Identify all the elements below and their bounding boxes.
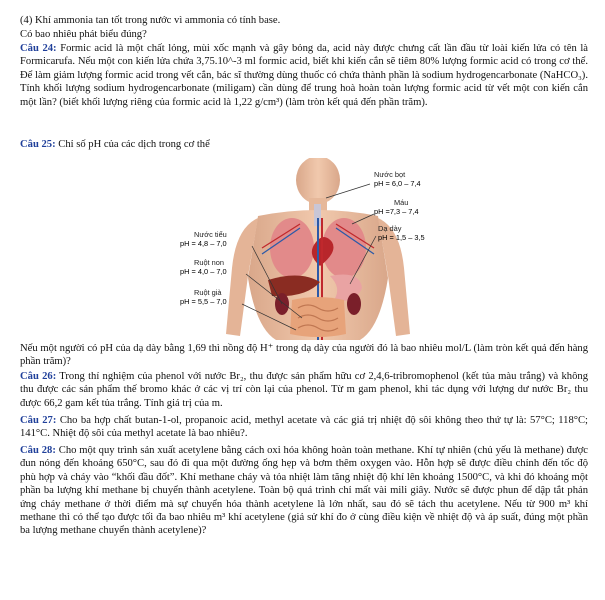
- label-urine: Nước tiểu pH = 4,8 – 7,0: [180, 230, 227, 248]
- question-28-label: Câu 28:: [20, 445, 56, 456]
- body-ph-figure: [0, 158, 605, 340]
- question-25-text: Chỉ số pH của các dịch trong cơ thể: [55, 139, 210, 150]
- label-saliva: Nước bọt pH = 6,0 – 7,4: [374, 170, 421, 188]
- question-25-followup: Nếu một người có pH của dạ dày bằng 1,69 thì nồng độ H⁺ trong dạ dày của người đó là bao nhiêu mol/L (làm tròn kết quả đến hàng phần trăm)?: [20, 343, 588, 368]
- question-24: [20, 42, 588, 109]
- right-kidney-shape: [347, 293, 361, 315]
- left-lung-shape: [270, 218, 314, 278]
- label-small-intestine: Ruột non pH = 4,0 – 7,0: [180, 258, 227, 276]
- intro-line-1: (4) Khí ammonia tan tốt trong nước vì ammonia có tính base.: [20, 15, 281, 26]
- label-blood: Máu pH =7,3 – 7,4: [374, 198, 419, 216]
- question-27-text: Cho ba hợp chất butan-1-ol, propanoic acid, methyl acetate và các giá trị nhiệt độ sôi không theo thứ tự là: 57°C; 118°C; 141°C. Nhiệt độ sôi của methyl acetate là bao nhiêu?.: [20, 415, 589, 440]
- question-27: [20, 414, 588, 441]
- question-26: [20, 370, 588, 410]
- question-26-text: Trong thí nghiệm của phenol với nước Br₂, thu được sản phẩm hữu cơ 2,4,6-tribromophenol (kết tủa màu trắng) và không thu được các sản phẩm thế bromo khác ở các vị trí còn lại của phenol. Từ m gam phenol, khi tác dụng với lượng dư nước Br₂ thu được 66,2 gam kết tủa trắng. Tính giá trị của m.: [20, 371, 588, 409]
- question-24-text: Formic acid là một chất lỏng, mùi xốc mạnh và gây bỏng da, acid này được chưng cất lần đầu từ loài kiến lửa có tên là Formicarufa. Nếu một con kiến lửa chứa 3,75.10^-3 ml formic acid, biết khi kiến cắn sẽ tiêm 80% lượng formic acid có trong cơ thể. Để làm giảm lượng formic acid trong vết cắn, bác sĩ thường dùng thuốc có chứa thành phần là sodium hydrogencarbonate (NaHCO₃). Tính khối lượng sodium hydrogencarbonate (miligam) cần dùng để trung hoà hoàn toàn lượng formic acid từ vết một con kiến cắn một lần? (biết khối lượng riêng của formic acid là 1,22 g/cm³) (làm tròn kết quả đến phần trăm).: [20, 43, 589, 108]
- question-25: [20, 138, 588, 151]
- human-body-illustration: [0, 158, 605, 340]
- question-25-label: Câu 25:: [20, 139, 56, 150]
- label-stomach: Dạ dày pH = 1,5 – 3,5: [378, 224, 425, 242]
- intestines-shape: [290, 297, 346, 337]
- question-28: [20, 444, 588, 538]
- label-large-intestine: Ruột già pH = 5,5 – 7,0: [180, 288, 227, 306]
- question-24-label: Câu 24:: [20, 43, 57, 54]
- question-27-label: Câu 27:: [20, 415, 57, 426]
- head-shape: [296, 158, 340, 204]
- question-28-text: Cho một quy trình sản xuất acetylene bằng cách oxi hóa không hoàn toàn methane. Khí tự nhiên (chủ yếu là methane) được đun nóng đến khoảng 650°C, sau đó đi qua một đường ống hẹp và bơm thêm oxygen vào. Hỗn hợp sẽ được điều chỉnh đến tốc độ phù hợp và cháy vào “khối đầu đốt”. Khí methane cháy và tỏa nhiệt làm tăng nhiệt độ khí lên khoảng 1500°C, và khi đó khoảng một phần ba lượng khí methane bị chuyển thành acetylene. Toàn bộ quá trình chỉ mất vài mili giây. Nước sẽ được phun để dập tắt phản ứng cháy methane ở thời điểm mà sự chuyển hóa thành acetylene là lớn nhất, sau đó sẽ tách thu acetylene. Nếu từ 900 m³ khí methane thì có thể tạo được tối đa bao nhiêu m³ khí acetylene (giả sử khí đo ở cùng điều kiện về nhiệt độ và áp suất, đúng một phần ba lượng methane chuyển thành acetylene)?: [20, 445, 588, 537]
- intro-line-2: Có bao nhiêu phát biểu đúng?: [20, 29, 147, 40]
- question-26-label: Câu 26:: [20, 371, 57, 382]
